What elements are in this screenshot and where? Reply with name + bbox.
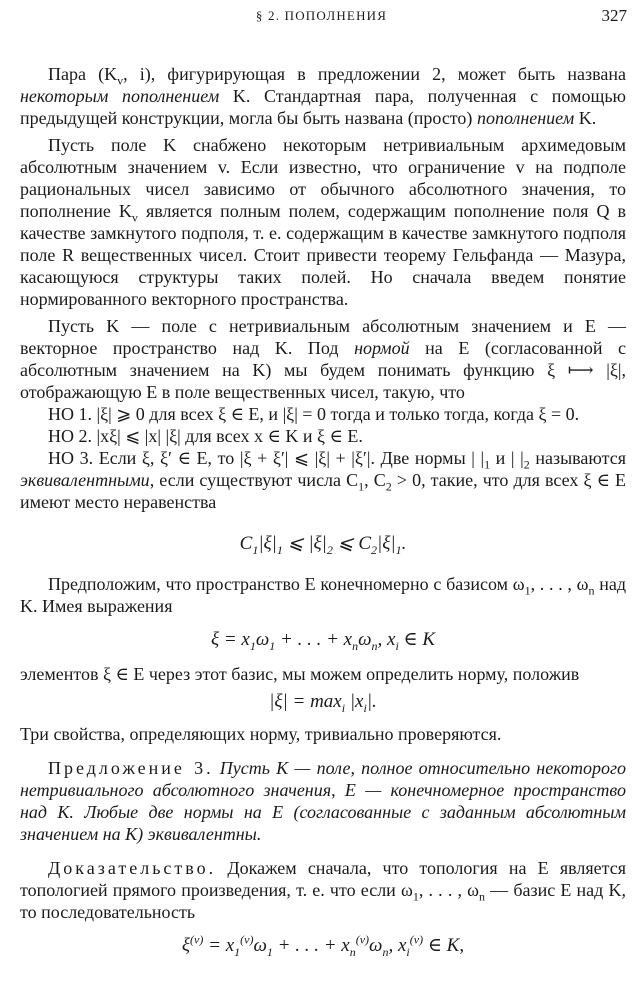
basis-expansion-formula: $\xi = x_1\omega_1$ + . . . + $x_n\omega_n$, $x_i$ ∈ K (210, 629, 436, 653)
paragraph-norm-intro: Пусть K — поле с нетривиальным абсолютным значением и E — векторное пространство над K. Под нормой на E (согласованной с абсолютным значением на K) мы будем понимать функцию ξ ⟼ |ξ|, отображающую E в поле вещественных чисел, такую, что (20, 316, 627, 402)
section-title: § 2. ПОПОЛНЕНИЯ (255, 8, 388, 23)
proof: Доказательство. Докажем сначала, что топология на E является топологией прямого произведения, т. е. что если $\omega_1$, . . . , $\omega_n$ — базис E над K, то последовательность (20, 858, 626, 922)
max-norm-formula: $|\xi| = \max_i |x_i|$. (269, 691, 377, 715)
norm-axiom-2: НО 2. |xξ| ⩽ |x| |ξ| для всех x ∈ K и ξ ∈ E. (48, 426, 363, 446)
paragraph-finite-dimensional: Предположим, что пространство E конечномерно с базисом $\omega_1$, . . . , $\omega_n$ над K. Имея выражения (20, 574, 626, 616)
paragraph-trivial-check: Три свойства, определяющих норму, тривиально проверяются. (20, 724, 502, 744)
norm-axiom-1: НО 1. |ξ| ⩾ 0 для всех ξ ∈ E, и |ξ| = 0 тогда и только тогда, когда ξ = 0. (48, 404, 580, 424)
equivalence-inequality: $C_1|\xi|_1$ ⩽ $|\xi|_2$ ⩽ $C_2|\xi|_1$. (239, 533, 407, 557)
proposition-3: Предложение 3. Пусть K — поле, полное относительно некоторого нетривиального абсолютного значения, E — конечномерное пространство над K. Любые две нормы на E (согласованные с заданным абсолютным значением на K) эквивалентны. (20, 758, 626, 844)
norm-axiom-3: НО 3. Если ξ, ξ′ ∈ E, то |ξ + ξ′| ⩽ |ξ| + |ξ′|. Две нормы | $|_1$ и | $|_2$ называются эквивалентными, если существуют числа $C_1$, $C_2 > 0$, такие, что для всех ξ ∈ E имеют место неравенства (20, 448, 626, 512)
sequence-formula: $\xi^{(\nu)} = x_1^{(\nu)}\omega_1$ + . . . + $x_n^{(\nu)}\omega_n$, $x_i^{(\nu)}$ ∈ K, (181, 932, 465, 959)
running-header (0, 6, 643, 28)
text-body (20, 63, 626, 957)
paragraph-define-norm: элементов ξ ∈ E через этот базис, мы можем определить норму, положив (20, 664, 580, 684)
proposition-label: Предложение 3. (48, 758, 214, 778)
page-number: 327 (601, 6, 627, 25)
paragraph-completion-definition: Пара ($K_v$, i), фигурирующая в предложении 2, может быть названа некоторым пополнением K. Стандартная пара, полученная с помощью предыдущей конструкции, могла бы быть названа (просто) пополнением K. (20, 64, 626, 128)
proof-label: Доказательство. (48, 858, 217, 878)
paragraph-archimedean: Пусть поле K снабжено некоторым нетривиальным архимедовым абсолютным значением v. Если известно, что ограничение v на подполе рациональных чисел зависимо от обычного абсолютного значения, то пополнение $K_v$ является полным полем, содержащим пополнение поля Q в качестве замкнутого подполя, т. е. содержащим в качестве замкнутого подполя поле R вещественных чисел. Стоит привести теорему Гельфанда — Мазура, касающуюся структуры таких полей. Но сначала введем понятие нормированного векторного пространства. (20, 135, 627, 309)
